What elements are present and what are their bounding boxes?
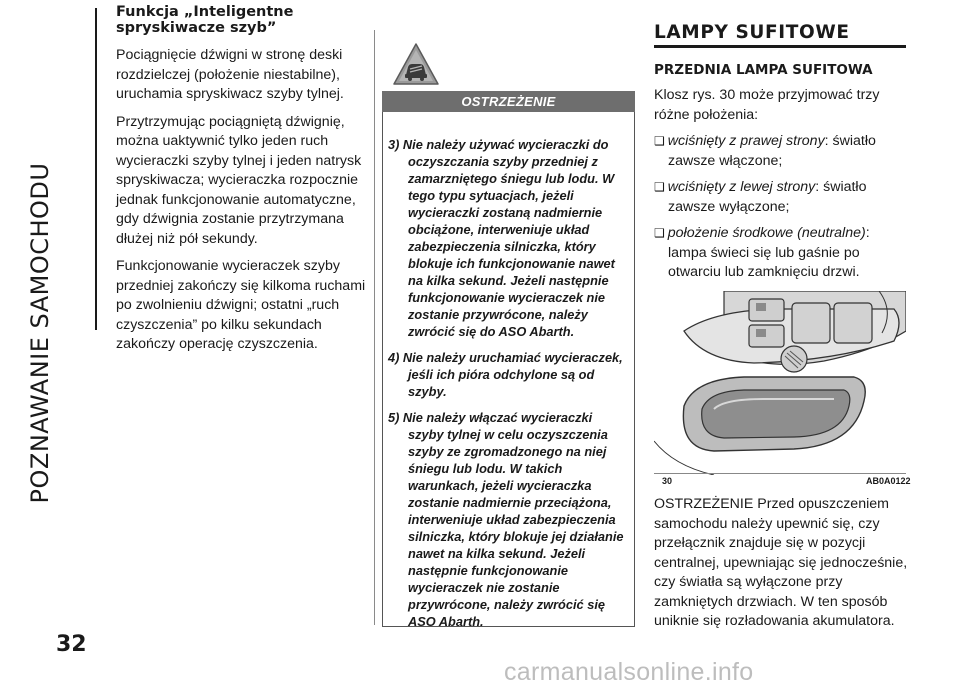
side-section-label: POZNAWANIE SAMOCHODU (26, 162, 54, 504)
paragraph: Klosz rys. 30 może przyjmować trzy różne położenia: (654, 87, 880, 123)
warning-box (382, 112, 635, 627)
side-rule (95, 8, 97, 330)
figure-number: 30 (662, 476, 673, 486)
list-item-text: : światło zawsze wyłączone; (668, 179, 867, 215)
list-item (654, 224, 910, 283)
paragraph: Pociągnięcie dźwigni w stronę deski rozdzielczej (położenie niestabilne), uruchamia spryskiwacz szyby tylnej. (116, 47, 344, 102)
page-number: 32 (56, 632, 87, 657)
subheading-front-lamp: PRZEDNIA LAMPA SUFITOWA (654, 62, 873, 78)
warning-title: OSTRZEŻENIE (382, 91, 635, 112)
section-heading-smart-washers: Funkcja „Inteligentne spryskiwacze szyb” (116, 4, 294, 36)
paragraph: Funkcjonowanie wycieraczek szyby przedniej zakończy się kilkoma ruchami po zwolnieniu dźwigni; ostatni „ruch czyszczenia” po kilku sekundach zakończy operację czyszczenia. (116, 258, 366, 352)
list-item (654, 178, 910, 217)
list-item-label: wciśnięty z prawej strony (667, 133, 825, 149)
warning-item: 3) Nie należy używać wycieraczki do oczyszczania szyby przedniej z zamarzniętego śniegu lub lodu. W tego typu sytuacjach, jeżeli wycieraczki zostaną nadmiernie obciążone, interweniuje układ zabezpieczenia silniczka, który blokuje ich funkcjonowanie nawet na kilka sekund. Jeżeli następnie funkcjonowanie wycieraczek nie zostanie przywrócone, należy zwrócić się do ASO Abarth. (388, 137, 615, 339)
heading-rule (654, 45, 906, 48)
list-item-text: : lampa świeci się lub gaśnie po otwarciu lub zamknięciu drzwi. (668, 225, 870, 280)
closing-warning-paragraph: OSTRZEŻENIE Przed opuszczeniem samochodu należy upewnić się, czy przełącznik znajduje się w pozycji centralnej, upewniając się jednocześnie, czy światła są wyłączone przy zamkniętych drzwiach. W ten sposób uniknie się rozładowania akumulatora. (654, 496, 908, 629)
watermark-text: carmanualsonline.info (504, 658, 754, 686)
checkbox-bullet-icon: ❑ (654, 180, 665, 194)
figure-caption-rule (654, 473, 906, 474)
car-warning-triangle-icon (392, 42, 440, 86)
ceiling-lamp-illustration (654, 291, 906, 475)
figure-code: AB0A0122 (866, 476, 911, 486)
list-item-text: : światło zawsze włączone; (668, 133, 876, 169)
checkbox-bullet-icon: ❑ (654, 226, 665, 240)
list-item (654, 132, 910, 171)
warning-item: 5) Nie należy włączać wycieraczki szyby tylnej w celu oczyszczenia szyby ze zgromadzonego na niej śniegu lub lodu. W takich warunkach, jeżeli wycieraczka zostanie nadmiernie przeciążona, interweniuje układ zabezpieczenia silniczka, który blokuje jej działanie nawet na kilka sekund. Jeżeli następnie funkcjonowanie wycieraczek nie zostanie przywrócone, należy zwrócić się ASO Abarth. (388, 410, 624, 629)
warning-item: 4) Nie należy uruchamiać wycieraczek, jeśli ich pióra odchylone są od szyby. (388, 350, 623, 399)
checkbox-bullet-icon: ❑ (654, 134, 665, 148)
section-heading-ceiling-lamps: LAMPY SUFITOWE (654, 22, 850, 43)
paragraph: Przytrzymując pociągniętą dźwignię, można uaktywnić tylko jeden ruch wycieraczki szyby tylnej i jeden natrysk spryskiwacza; wycieraczka rozpocznie jednak funkcjonowanie automatyczne, gdy dźwignia zostanie przytrzymana dłużej niż pół sekundy. (116, 113, 362, 247)
column-right (654, 22, 910, 283)
list-item-label: wciśnięty z lewej strony (667, 179, 816, 195)
list-item-label: położenie środkowe (neutralne) (667, 225, 866, 241)
column-left (116, 4, 368, 363)
column-divider (374, 30, 375, 625)
